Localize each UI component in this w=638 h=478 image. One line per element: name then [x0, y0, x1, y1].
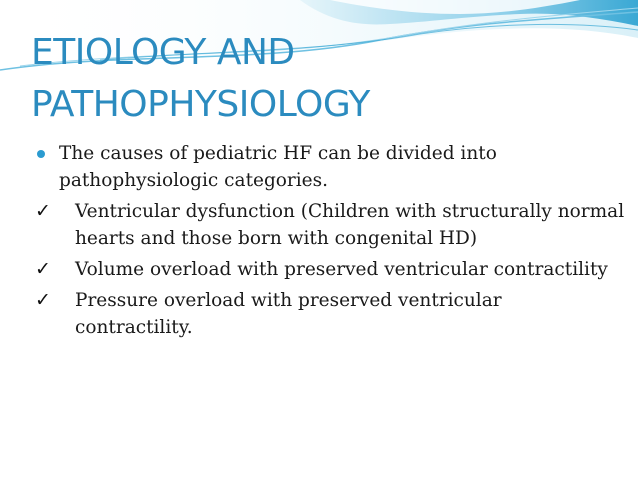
checkmark-icon: ✓	[35, 258, 51, 280]
bullet-item	[35, 198, 625, 252]
checkmark-icon: ✓	[35, 200, 51, 222]
bullet-text: Pressure overload with preserved ventricular contractility.	[75, 290, 502, 338]
checkmark-icon: ✓	[35, 289, 51, 311]
bullet-text: The causes of pediatric HF can be divided into pathophysiologic categories.	[59, 143, 497, 191]
title-line-1: ETIOLOGY AND	[31, 32, 295, 73]
bullet-list	[35, 140, 625, 341]
bullet-item	[35, 256, 625, 283]
bullet-item	[35, 140, 625, 194]
bullet-text: Ventricular dysfunction (Children with structurally normal hearts and those born with congenital HD)	[75, 201, 625, 249]
bullet-text: Volume overload with preserved ventricular contractility	[75, 259, 608, 280]
bullet-item	[35, 287, 625, 341]
round-bullet-icon	[37, 150, 45, 158]
slide-title	[31, 27, 591, 131]
title-line-2: PATHOPHYSIOLOGY	[31, 84, 370, 125]
